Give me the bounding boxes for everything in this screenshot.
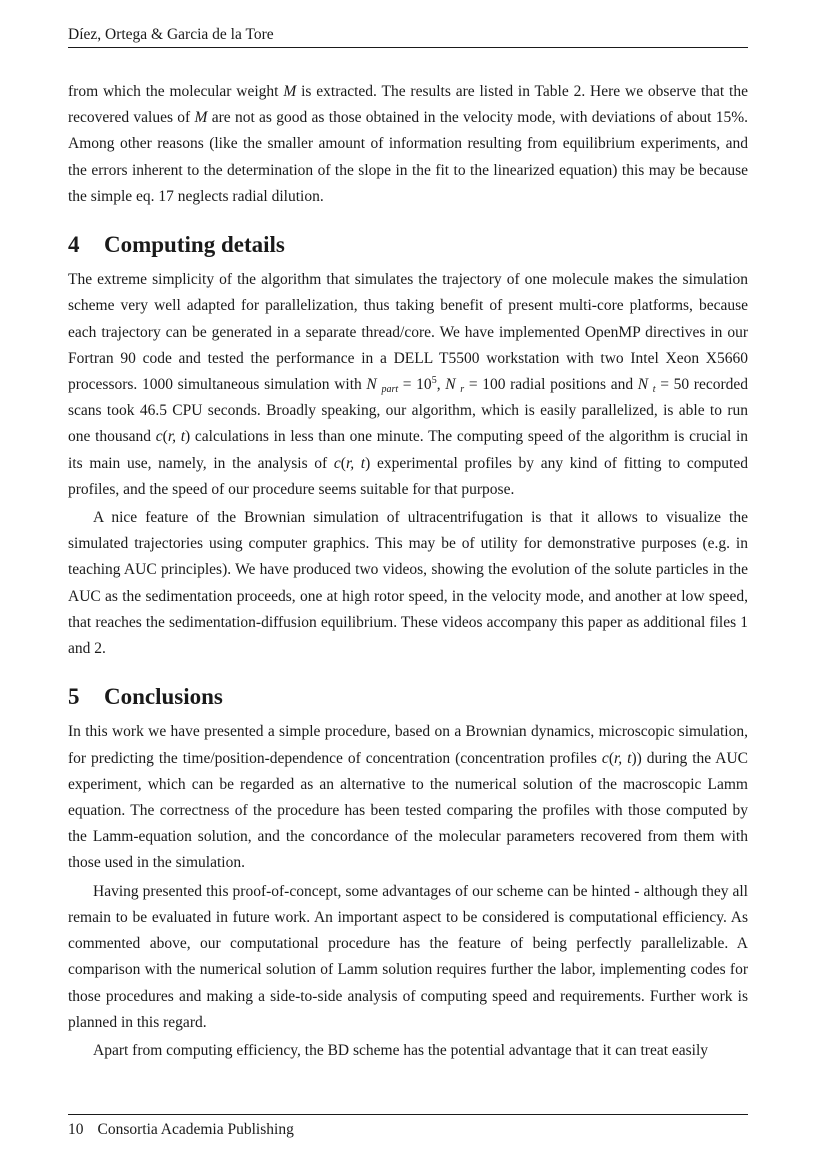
- page-body: [68, 79, 748, 1064]
- section-4-title: Computing details: [104, 232, 285, 258]
- section-5-number: 5: [68, 684, 80, 710]
- footer-publisher: Consortia Academia Publishing: [97, 1121, 294, 1138]
- header-rule: [68, 47, 748, 48]
- section-5-paragraph-2: Having presented this proof-of-concept, some advantages of our scheme can be hinted - although they all remain to be evaluated in future work. An important aspect to be considered is computational efficiency. As commented above, our computational procedure has the feature of being perfectly parallelizable. A comparison with the numerical solution of Lamm solution requires further the labor, implementing codes for those procedures and making a side-to-side analysis of computing speed and requirements. Further work is planned in this regard.: [68, 882, 748, 1031]
- section-5-paragraph-1: In this work we have presented a simple procedure, based on a Brownian dynamics, microscopic simulation, for predicting the time/position-dependence of concentration (concentration profiles c(r, t)) during the AUC experiment, which can be regarded as an alternative to the numerical solution of the macroscopic Lamm equation. The correctness of the procedure has been tested comparing the profiles with those computed by the Lamm-equation solution, and the concordance of the molecular parameters recovered from them with those used in the simulation.: [68, 723, 749, 872]
- section-4-paragraph-1: The extreme simplicity of the algorithm that simulates the trajectory of one molecule makes the simulation scheme very well adapted for parallelization, thus taking benefit of present multi-core platforms, because each trajectory can be generated in a separate thread/core. We have implemented OpenMP directives in our Fortran 90 code and tested the performance in a DELL T5500 workstation with two Intel Xeon X5660 processors. 1000 simultaneous simulation with N $_{part} = 10^5$, N $_r$ = 100 radial positions and N $_t$ = 50 recorded scans took 46.5 CPU seconds. Broadly speaking, our algorithm, which is easily parallelized, is able to run one thousand c(r, t) calculations in less than one minute. The computing speed of the algorithm is crucial in its main use, namely, in the analysis of c(r, t) experimental profiles by any kind of fitting to computed profiles, and the speed of our procedure seems suitable for that purpose.: [68, 271, 749, 498]
- intro-paragraph: from which the molecular weight M is extracted. The results are listed in Table 2. Here we observe that the recovered values of M are not as good as those obtained in the velocity mode, with deviations of about 15%. Among other reasons (like the smaller amount of information resulting from equilibrium experiments, and the errors inherent to the determination of the slope in the fit to the linearized equation) this may be because the simple eq. 17 neglects radial dilution.: [68, 83, 748, 205]
- section-4-heading: [68, 232, 748, 258]
- running-footer: [68, 1119, 748, 1141]
- section-5-heading: [68, 684, 748, 710]
- page-number: 10: [68, 1121, 84, 1138]
- footer-rule: [68, 1114, 748, 1115]
- section-5-title: Conclusions: [104, 684, 223, 710]
- section-5-paragraph-3: Apart from computing efficiency, the BD scheme has the potential advantage that it can treat easily: [93, 1041, 709, 1059]
- section-4-paragraph-2: A nice feature of the Brownian simulation of ultracentrifugation is that it allows to visualize the simulated trajectories using computer graphics. This may be of utility for demonstrative purposes (e.g. in teaching AUC principles). We have produced two videos, showing the evolution of the solute particles in the AUC as the sedimentation proceeds, one at high rotor speed, in the velocity mode, and another at low speed, that reaches the sedimentation-diffusion equilibrium. These videos accompany this paper as additional files 1 and 2.: [68, 509, 748, 658]
- section-4-number: 4: [68, 232, 80, 258]
- header-authors: Díez, Ortega & Garcia de la Tore: [68, 26, 274, 43]
- running-header: [68, 24, 748, 46]
